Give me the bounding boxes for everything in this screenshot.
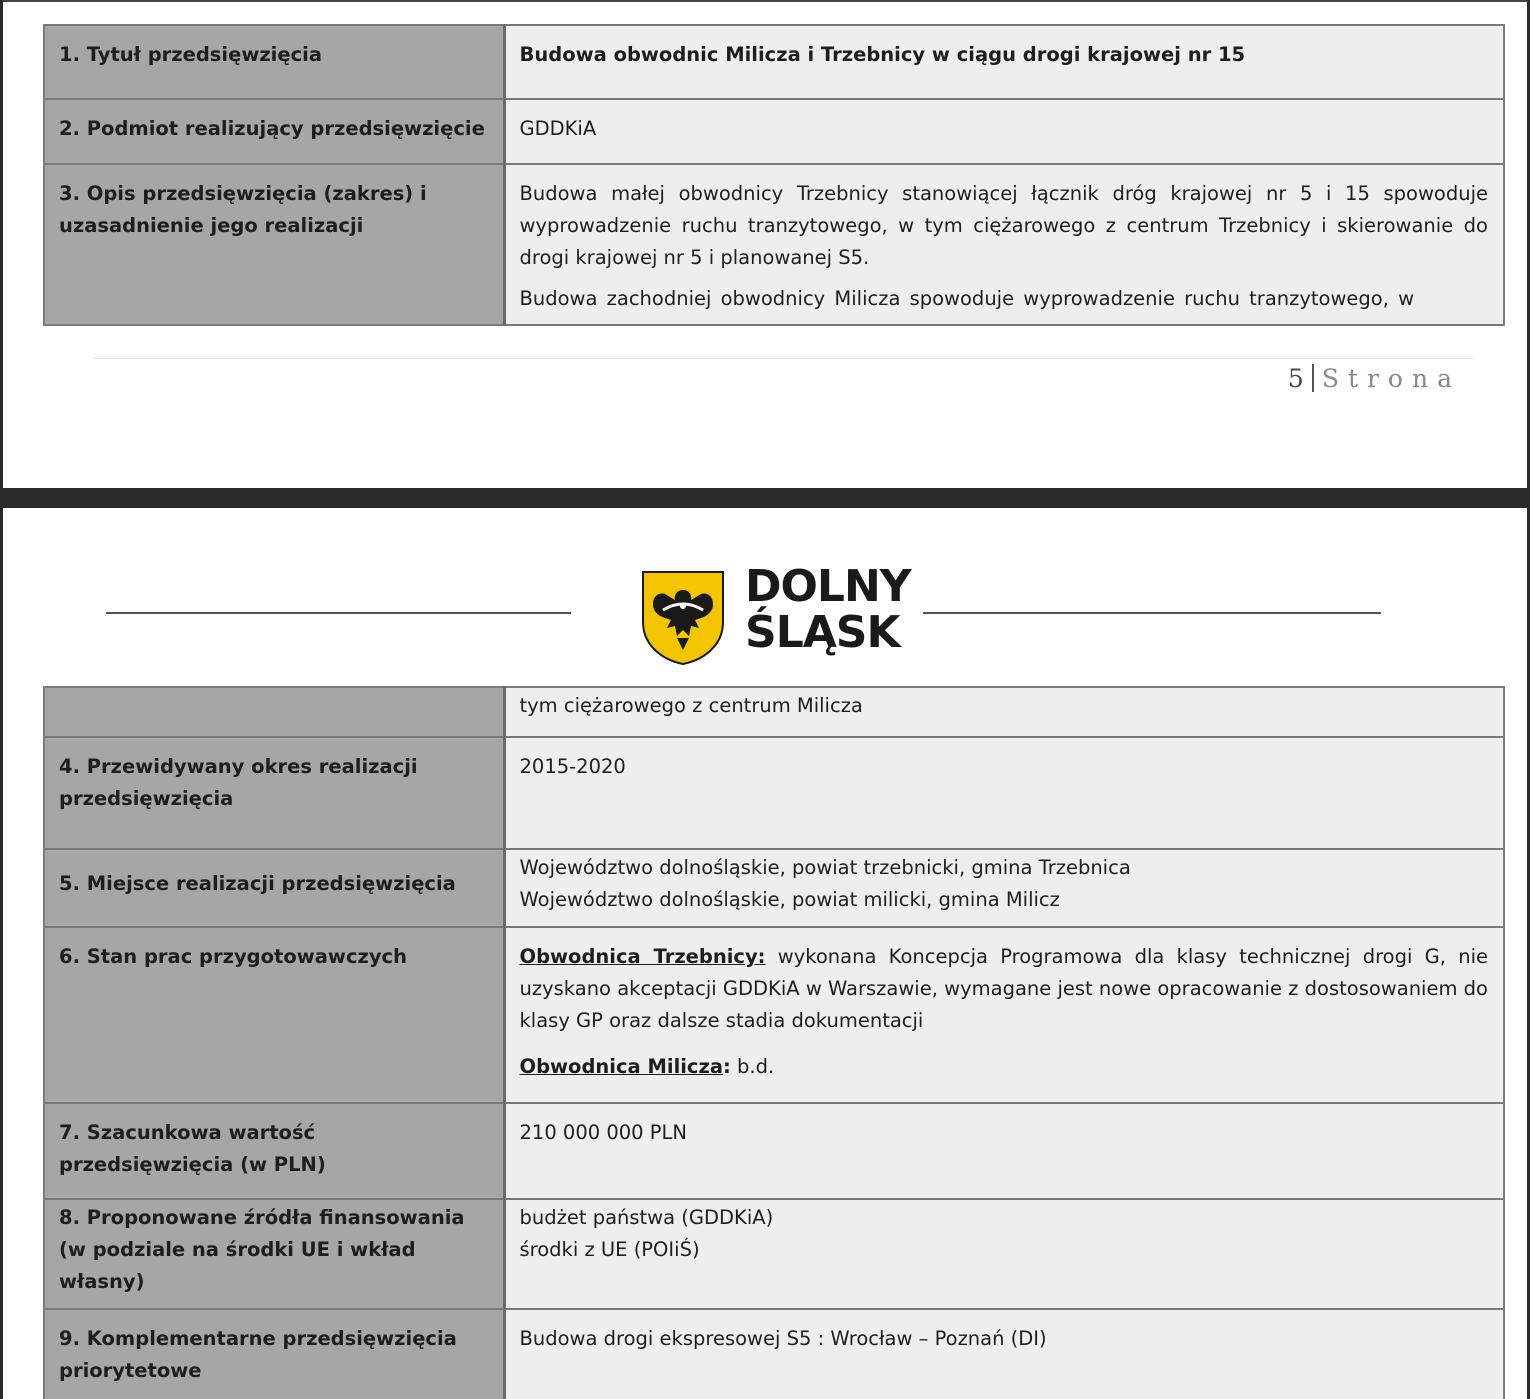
logo-line-1: DOLNY — [745, 561, 911, 612]
funding-line-2: środki z UE (POIiŚ) — [519, 1238, 700, 1261]
row-value: Budowa drogi ekspresowej S5 : Wrocław – Poznań (DI) — [504, 1309, 1504, 1399]
header-rule-right — [923, 612, 1381, 614]
row-label: 3. Opis przedsięwzięcia (zakres) i uzasadnienie jego realizacji — [44, 164, 504, 325]
description-paragraph-2: Budowa zachodniej obwodnicy Milicza spowoduje wyprowadzenie ruchu tranzytowego, w — [519, 288, 1415, 310]
row-label: 1. Tytuł przedsięwzięcia — [44, 25, 504, 99]
table-row — [44, 1199, 1504, 1309]
status-lead-2: Obwodnica Milicza — [519, 1055, 724, 1078]
row-value — [504, 849, 1504, 927]
table-row — [44, 737, 1504, 849]
table-row — [44, 927, 1504, 1103]
status-paragraph-1 — [520, 941, 1489, 1037]
footer-rule — [93, 358, 1473, 359]
document-page-6 — [0, 508, 1530, 1399]
status-lead-1: Obwodnica Trzebnicy: — [519, 945, 766, 968]
row-label: 8. Proponowane źródła finansowania (w podziale na środki UE i wkład własny) — [44, 1199, 504, 1309]
row-value: Budowa obwodnic Milicza i Trzebnicy w ciągu drogi krajowej nr 15 — [504, 25, 1504, 99]
row-value — [504, 1199, 1504, 1309]
row-value: 2015-2020 — [504, 737, 1504, 849]
page-top-border — [3, 0, 1527, 2]
logo-line-2: ŚLĄSK — [745, 607, 900, 658]
status-text-2: b.d. — [730, 1055, 775, 1078]
row-label: 9. Komplementarne przedsięwzięcia priorytetowe — [44, 1309, 504, 1399]
table-row — [44, 1309, 1504, 1399]
table-row — [44, 849, 1504, 927]
row-label: 2. Podmiot realizujący przedsięwzięcie — [44, 99, 504, 164]
description-paragraph-1: Budowa małej obwodnicy Trzebnicy stanowiącej łącznik dróg krajowej nr 5 i 15 spowoduje wyprowadzenie ruchu tranzytowego, w tym ciężarowego z centrum Trzebnicy i skierowanie do drogi krajowej nr 5 i planowanej S5. — [519, 182, 1488, 269]
table-row — [44, 99, 1504, 164]
row-label: 5. Miejsce realizacji przedsięwzięcia — [44, 849, 504, 927]
header-rule-left — [106, 612, 571, 614]
table-row — [44, 25, 1504, 99]
row-label: 6. Stan prac przygotowawczych — [44, 927, 504, 1103]
eagle-shield-icon — [641, 570, 725, 666]
row-value: GDDKiA — [504, 99, 1504, 164]
page-number-value: 5 — [1287, 364, 1304, 393]
status-colon-2: : — [723, 1055, 731, 1078]
logo-wordmark — [745, 561, 911, 658]
row-value — [504, 927, 1504, 1103]
page-number-word: Strona — [1321, 364, 1461, 393]
status-text-1: wykonana Koncepcja Programowa dla klasy technicznej drogi G, nie uzyskano akceptacji GDDKiA w Warszawie, wymagane jest nowe opracowanie z dostosowaniem do klasy GP oraz dalsze stadia dokumentacji — [519, 945, 1488, 1032]
document-page-5 — [0, 0, 1530, 488]
page-number-separator — [1312, 364, 1314, 392]
table-row — [44, 687, 1504, 737]
table-row — [44, 164, 1504, 325]
row-value: tym ciężarowego z centrum Milicza — [504, 687, 1504, 737]
row-label — [44, 687, 504, 737]
project-table-part2 — [43, 686, 1505, 1399]
row-label: 4. Przewidywany okres realizacji przedsięwzięcia — [44, 737, 504, 849]
location-line-2: Województwo dolnośląskie, powiat milicki, gmina Milicz — [519, 888, 1060, 911]
row-label: 7. Szacunkowa wartość przedsięwzięcia (w PLN) — [44, 1103, 504, 1199]
page-number — [1288, 364, 1461, 393]
funding-line-1: budżet państwa (GDDKiA) — [519, 1206, 774, 1229]
location-line-1: Województwo dolnośląskie, powiat trzebnicki, gmina Trzebnica — [519, 856, 1131, 879]
row-value: 210 000 000 PLN — [504, 1103, 1504, 1199]
project-table-part1 — [43, 24, 1505, 326]
status-paragraph-2 — [520, 1051, 1489, 1083]
row-value — [504, 164, 1504, 325]
table-row — [44, 1103, 1504, 1199]
